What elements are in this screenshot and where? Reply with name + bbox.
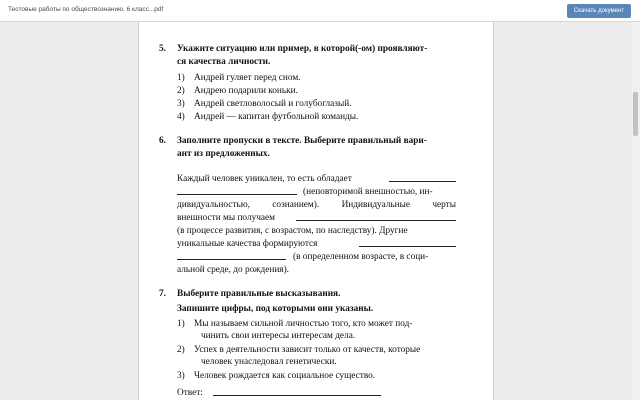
document-title: Тестовые работы по обществознанию. 6 класс...pdf: [8, 6, 164, 13]
pdf-page: [138, 22, 494, 400]
q6-paragraph-line: (неповторимой внешностью, ин-: [303, 187, 433, 197]
top-bar: [0, 0, 640, 22]
q7-number: 7.: [159, 289, 166, 299]
q6-paragraph-line: Каждый человек уникален, то есть обладает: [177, 174, 352, 184]
q6-number: 6.: [159, 136, 166, 146]
answer-label: Ответ:: [177, 388, 203, 398]
q5-option-text: Андрей — капитан футбольной команды.: [194, 112, 359, 122]
q5-number: 5.: [159, 44, 166, 54]
q6-paragraph-line: уникальные качества формируются: [177, 239, 318, 249]
q7-option-text: Человек рождается как социальное существо.: [194, 371, 376, 381]
q6-paragraph-line: (в определенном возрасте, в соци-: [293, 252, 429, 262]
scrollbar-track[interactable]: [631, 22, 640, 400]
q7-option-num: 2): [177, 345, 185, 355]
q7-option-text: Успех в деятельности зависит только от качеств, которые: [194, 345, 421, 355]
q5-option-text: Андрей светловолосый и голубоглазый.: [194, 99, 352, 109]
q5-option-num: 4): [177, 112, 185, 122]
fill-blank: [177, 251, 286, 260]
q5-option-num: 2): [177, 86, 185, 96]
q5-option-text: Андрей гуляет перед сном.: [194, 73, 301, 83]
q5-option-num: 1): [177, 73, 185, 83]
q6-paragraph-line: (в процессе развития, с возрастом, по наследству). Другие: [177, 226, 408, 236]
q7-option-text-cont: человек унаследовал генетически.: [201, 357, 337, 367]
q7-text-line1: Выберите правильные высказывания.: [177, 289, 341, 299]
q6-paragraph-line: дивидуальностью, сознанием). Индивидуальные черты: [177, 200, 456, 210]
q7-text-line2: Запишите цифры, под которыми они указаны.: [177, 304, 374, 314]
fill-blank: [389, 173, 456, 182]
q5-option-text: Андрею подарили коньки.: [194, 86, 298, 96]
q7-option-num: 1): [177, 319, 185, 329]
download-button[interactable]: Скачать документ: [567, 4, 631, 18]
q6-text-line1: Заполните пропуски в тексте. Выберите правильный вари-: [177, 136, 427, 146]
q5-option-num: 3): [177, 99, 185, 109]
q5-text-line2: ся качества личности.: [177, 57, 271, 67]
q6-paragraph-line: внешности мы получаем: [177, 213, 276, 223]
fill-blank: [359, 238, 456, 247]
answer-blank: [213, 387, 381, 396]
q7-option-num: 3): [177, 371, 185, 381]
q7-option-text: Мы называем сильной личностью того, кто может под-: [194, 319, 413, 329]
fill-blank: [296, 212, 456, 221]
q6-text-line2: ант из предложенных.: [177, 149, 270, 159]
scrollbar-thumb[interactable]: [633, 92, 638, 136]
fill-blank: [177, 186, 297, 195]
q7-option-text-cont: чинить свои интересы интересам дела.: [201, 331, 356, 341]
q5-text-line1: Укажите ситуацию или пример, в которой(-ом) проявляют-: [177, 44, 428, 54]
q6-paragraph-line: альной среде, до рождения).: [177, 265, 289, 275]
